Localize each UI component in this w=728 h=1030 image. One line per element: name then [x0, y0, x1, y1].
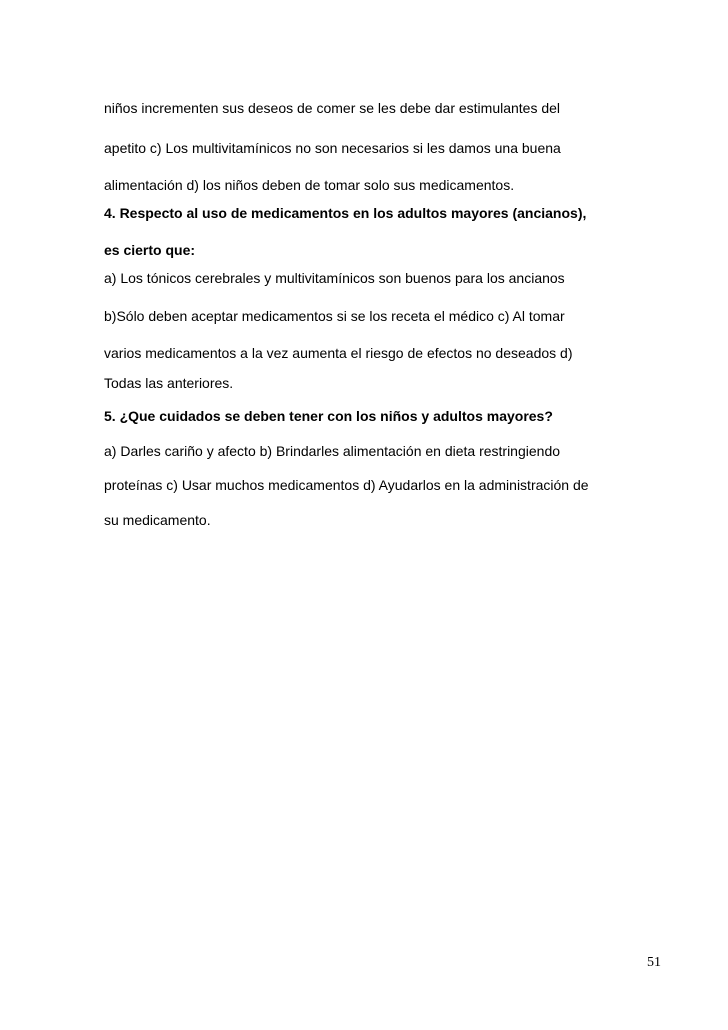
text-line: Todas las anteriores.	[104, 375, 234, 391]
question-heading: 4. Respecto al uso de medicamentos en los adultos mayores (ancianos),	[104, 205, 587, 221]
text-line: niños incrementen sus deseos de comer se les debe dar estimulantes del	[104, 100, 561, 116]
text-line: a) Los tónicos cerebrales y multivitamínicos son buenos para los ancianos	[104, 270, 565, 286]
question-heading: es cierto que:	[104, 242, 196, 258]
text-line: a) Darles cariño y afecto b) Brindarles alimentación en dieta restringiendo	[104, 443, 561, 459]
question-heading: 5. ¿Que cuidados se deben tener con los niños y adultos mayores?	[104, 408, 553, 424]
text-line: alimentación d) los niños deben de tomar solo sus medicamentos.	[104, 177, 515, 193]
text-line: b)Sólo deben aceptar medicamentos si se los receta el médico c) Al tomar	[104, 308, 565, 324]
page-number: 51	[647, 955, 661, 970]
text-line: varios medicamentos a la vez aumenta el riesgo de efectos no deseados d)	[104, 345, 573, 361]
text-line: proteínas c) Usar muchos medicamentos d) Ayudarlos en la administración de	[104, 477, 589, 493]
text-line: su medicamento.	[104, 512, 211, 528]
text-line: apetito c) Los multivitamínicos no son necesarios si les damos una buena	[104, 140, 561, 156]
